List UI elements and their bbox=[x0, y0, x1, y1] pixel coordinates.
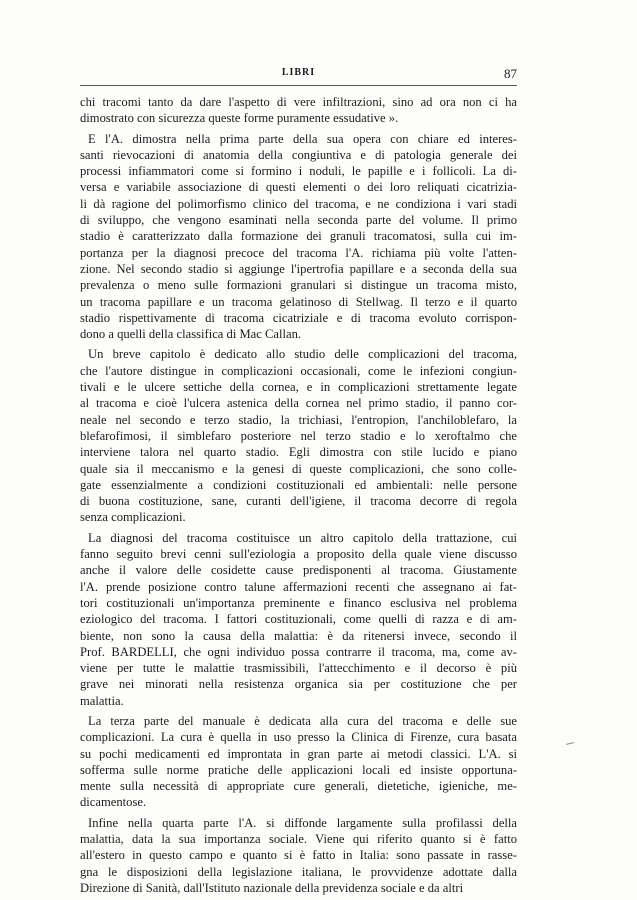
text-line: versa e variabile associazione di questi elementi o dei loro reliquati cicatrizia- bbox=[80, 180, 517, 195]
text-line: fanno seguito brevi cenni sull'eziologia a proposito della quale viene discusso bbox=[80, 547, 517, 562]
text-line: su pochi medicamenti ed improntata in gran parte ai metodi classici. L'A. si bbox=[80, 746, 517, 761]
text-line: dono a quelli della classifica di Mac Callan. bbox=[80, 327, 302, 342]
text-line: La diagnosi del tracoma costituisce un altro capitolo della trattazione, cui bbox=[88, 530, 517, 545]
text-line: stadio rispettivamente di tracoma cicatriziale e di tracoma evoluto corrispon- bbox=[80, 310, 517, 325]
text-line: li dà ragione del polimorfismo clinico del tracoma, e ne condiziona i vari stadi bbox=[80, 196, 517, 211]
text-line: blefarofimosi, il simblefaro posteriore nel terzo stadio e lo xeroftalmo che bbox=[80, 428, 517, 443]
text-line: interviene talora nel quarto stadio. Egli dimostra con stile lucido e piano bbox=[80, 445, 517, 460]
text-line: biente, non sono la causa della malattia: è da ritenersi invece, secondo il bbox=[80, 628, 517, 643]
paragraph bbox=[80, 530, 517, 709]
text-line: senza complicazioni. bbox=[80, 510, 186, 525]
text-line: Prof. BARDELLI, che ogni individuo possa contrarre il tracoma, ma, come av- bbox=[80, 644, 517, 659]
text-line: all'estero in questo campo e quanto si è fatto in Italia: sono passate in rasse- bbox=[80, 848, 517, 863]
text-line: tivali e le ulcere settiche della cornea, e in complicazioni strettamente legate bbox=[80, 380, 517, 395]
text-line: processi infiammatori come si formino i noduli, le papille e i follicoli. La di- bbox=[80, 164, 517, 179]
text-line: Un breve capitolo è dedicato allo studio delle complicazioni del tracoma, bbox=[88, 347, 517, 362]
text-line: complicazioni. La cura è quella in uso presso la Clinica di Firenze, cura basata bbox=[80, 730, 517, 745]
paragraph bbox=[80, 713, 517, 811]
text-line: sofferma sulle norme pratiche delle applicazioni locali ed insiste opportuna- bbox=[80, 762, 517, 777]
text-line: gate essenzialmente a condizioni costituzionali ed ambientali: nelle persone bbox=[80, 477, 517, 492]
running-head: LIBRI bbox=[281, 67, 316, 78]
text-line: dicamentose. bbox=[80, 795, 147, 810]
paragraph bbox=[80, 815, 517, 896]
header-rule bbox=[80, 85, 517, 86]
body-text bbox=[80, 94, 517, 900]
text-line: di sviluppo, che vengono esaminati nella seconda parte del volume. Il primo bbox=[80, 213, 517, 228]
text-line: neale nel secondo e terzo stadio, la trichiasi, l'entropion, l'anchiloblefaro, la bbox=[80, 412, 517, 427]
text-line: un tracoma papillare e un tracoma gelatinoso di Stellwag. Il terzo e il quarto bbox=[80, 294, 517, 309]
text-line: di buona costituzione, sane, curanti dell'igiene, il tracoma decorre di regola bbox=[80, 494, 517, 509]
text-line: mente sulla necessità di appropriate cure generali, dietetiche, igieniche, me- bbox=[80, 779, 517, 794]
text-line: quale sia il meccanismo e la genesi di queste complicazioni, che sono colle- bbox=[80, 461, 517, 476]
text-line: al tracoma e cioè l'ulcera astenica della cornea nel primo stadio, il panno cor- bbox=[80, 396, 517, 411]
margin-mark bbox=[566, 742, 574, 745]
text-line: E l'A. dimostra nella prima parte della sua opera con chiare ed interes- bbox=[88, 131, 517, 146]
text-line: santi rievocazioni di anatomia della congiuntiva e di patologia generale dei bbox=[80, 147, 517, 162]
text-line: l'A. prende posizione contro talune affermazioni recenti che assegnano ai fat- bbox=[80, 579, 517, 594]
text-line: gna le disposizioni della legislazione italiana, le provvidenze adottate dalla bbox=[80, 864, 517, 879]
text-line: La terza parte del manuale è dedicata alla cura del tracoma e delle sue bbox=[88, 713, 517, 728]
text-line: che l'autore distingue in complicazioni occasionali, come le infezioni congiun- bbox=[80, 363, 517, 378]
text-line: portanza per la diagnosi precoce del tracoma l'A. richiama più volte l'atten- bbox=[80, 245, 517, 260]
text-line: malattia, data la sua importanza sociale. Viene qui riferito quanto si è fatto bbox=[80, 832, 517, 847]
paragraph bbox=[80, 131, 517, 343]
text-line: viene per tutte le malattie trasmissibili, l'attecchimento e il decorso è più bbox=[80, 661, 517, 676]
text-line: stadio è caratterizzato dalla formazione dei granuli tracomatosi, sulla cui im- bbox=[80, 229, 517, 244]
text-line: chi tracomi tanto da dare l'aspetto di vere infiltrazioni, sino ad ora non ci ha bbox=[80, 95, 517, 109]
text-line: prevalenza o meno sulle formazioni granulari si distingue un tracoma misto, bbox=[80, 278, 517, 293]
paragraph bbox=[80, 94, 517, 127]
text-line: malattia. bbox=[80, 693, 124, 708]
text-line: eziologico del tracoma. I fattori costituzionali, come quelli di razza e di am- bbox=[80, 612, 517, 627]
page-number: 87 bbox=[504, 66, 517, 81]
text-line: dimostrato con sicurezza queste forme puramente essudative ». bbox=[80, 111, 399, 126]
page-header bbox=[80, 66, 517, 82]
text-line: anche il valore delle cosidette cause predisponenti al tracoma. Giustamente bbox=[80, 563, 517, 578]
text-line: tori costituzionali un'importanza preminente e financo esclusiva nel problema bbox=[80, 595, 517, 610]
text-line: zione. Nel secondo stadio si aggiunge l'ipertrofia papillare e a seconda della sua bbox=[80, 261, 517, 276]
text-line: Direzione di Sanità, dall'Istituto nazionale della previdenza sociale e da altri bbox=[80, 880, 464, 895]
paragraph bbox=[80, 346, 517, 525]
text-line: Infine nella quarta parte l'A. si diffonde largamente sulla profilassi della bbox=[88, 815, 517, 830]
text-line: grave nei minorati nella resistenza organica sia per costituzione che per bbox=[80, 677, 517, 692]
